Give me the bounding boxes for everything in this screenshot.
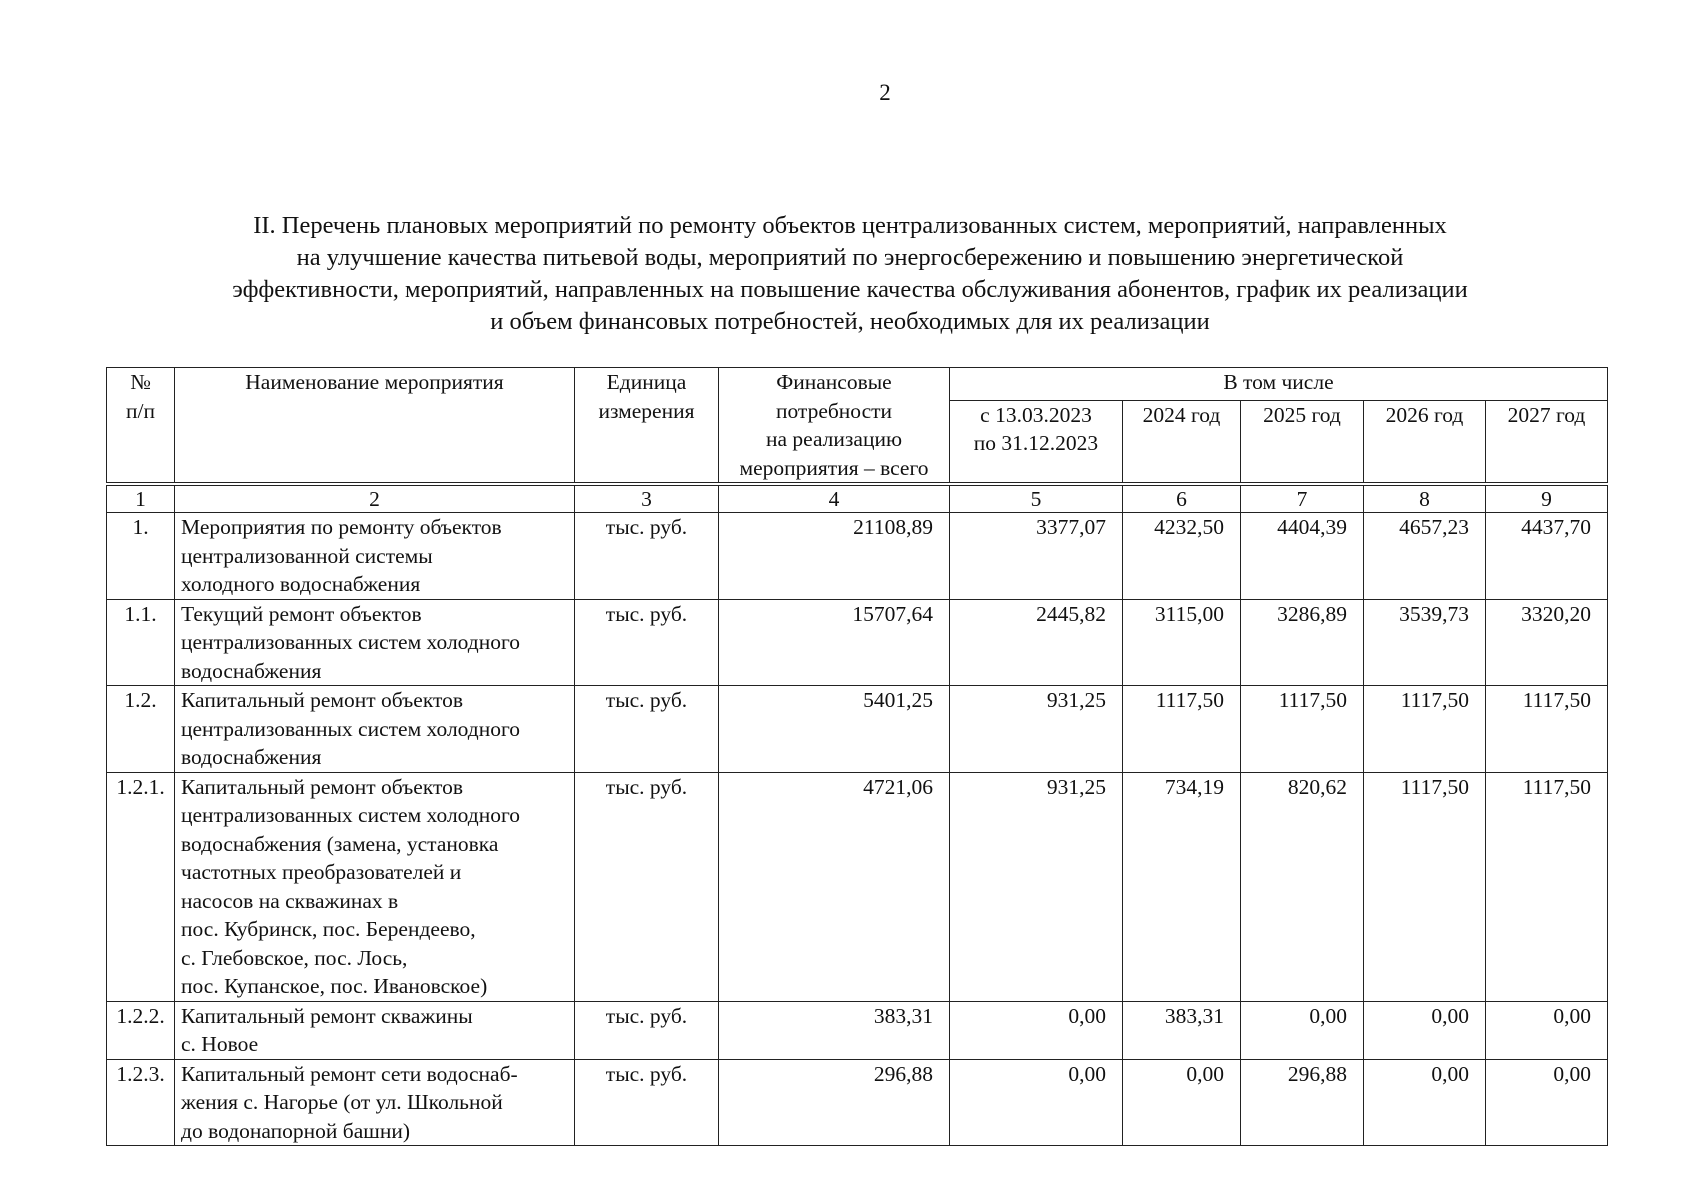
row-name: Капитальный ремонт объектов централизованных систем холодного водоснабжения (замена, установка частотных преобразователей и насосов на скважинах в пос. Кубринск, пос. Берендеево, с. Глебовское, пос. Лось, пос. Купанское, пос. Ивановское) xyxy=(175,772,575,1001)
header-row xyxy=(107,368,1608,401)
row-name: Текущий ремонт объектов централизованных систем холодного водоснабжения xyxy=(175,599,575,686)
row-value: 1117,50 xyxy=(1123,686,1241,773)
row-name: Капитальный ремонт объектов централизованных систем холодного водоснабжения xyxy=(175,686,575,773)
row-value: 3286,89 xyxy=(1241,599,1364,686)
row-total: 296,88 xyxy=(719,1059,950,1146)
row-total: 15707,64 xyxy=(719,599,950,686)
header-num: № п/п xyxy=(107,368,175,485)
row-name: Мероприятия по ремонту объектов централизованной системы холодного водоснабжения xyxy=(175,513,575,600)
row-value: 296,88 xyxy=(1241,1059,1364,1146)
header-including: В том числе xyxy=(950,368,1608,401)
measures-table xyxy=(106,367,1608,1146)
column-number: 3 xyxy=(575,484,719,513)
header-period: 2027 год xyxy=(1486,400,1608,484)
row-value: 1117,50 xyxy=(1486,772,1608,1001)
row-value: 2445,82 xyxy=(950,599,1123,686)
row-number: 1.1. xyxy=(107,599,175,686)
column-number: 7 xyxy=(1241,484,1364,513)
header-period: 2024 год xyxy=(1123,400,1241,484)
header-period: с 13.03.2023 по 31.12.2023 xyxy=(950,400,1123,484)
header-total: Финансовые потребности на реализацию мероприятия – всего xyxy=(719,368,950,485)
row-unit: тыс. руб. xyxy=(575,1001,719,1059)
section-title-line: эффективности, мероприятий, направленных на повышение качества обслуживания абонентов, график их реализации xyxy=(232,276,1468,303)
row-value: 0,00 xyxy=(1364,1059,1486,1146)
column-number: 5 xyxy=(950,484,1123,513)
row-value: 1117,50 xyxy=(1241,686,1364,773)
row-value: 0,00 xyxy=(1364,1001,1486,1059)
header-unit: Единица измерения xyxy=(575,368,719,485)
row-value: 0,00 xyxy=(1486,1059,1608,1146)
table-row xyxy=(107,513,1608,600)
row-total: 4721,06 xyxy=(719,772,950,1001)
row-value: 931,25 xyxy=(950,772,1123,1001)
row-value: 931,25 xyxy=(950,686,1123,773)
row-value: 0,00 xyxy=(1241,1001,1364,1059)
row-value: 1117,50 xyxy=(1364,686,1486,773)
row-value: 383,31 xyxy=(1123,1001,1241,1059)
row-unit: тыс. руб. xyxy=(575,599,719,686)
section-title-line: II. Перечень плановых мероприятий по ремонту объектов централизованных систем, мероприятий, направленных xyxy=(253,212,1447,239)
row-value: 0,00 xyxy=(1486,1001,1608,1059)
row-value: 3377,07 xyxy=(950,513,1123,600)
row-value: 0,00 xyxy=(950,1001,1123,1059)
row-total: 21108,89 xyxy=(719,513,950,600)
header-period: 2025 год xyxy=(1241,400,1364,484)
page-number: 2 xyxy=(879,80,891,105)
row-number: 1.2.2. xyxy=(107,1001,175,1059)
row-value: 4232,50 xyxy=(1123,513,1241,600)
table-row xyxy=(107,772,1608,1001)
section-title-line: и объем финансовых потребностей, необходимых для их реализации xyxy=(490,308,1210,335)
row-number: 1.2.3. xyxy=(107,1059,175,1146)
row-total: 383,31 xyxy=(719,1001,950,1059)
row-value: 3539,73 xyxy=(1364,599,1486,686)
row-unit: тыс. руб. xyxy=(575,686,719,773)
row-value: 3320,20 xyxy=(1486,599,1608,686)
row-value: 0,00 xyxy=(1123,1059,1241,1146)
row-value: 1117,50 xyxy=(1486,686,1608,773)
row-number: 1.2.1. xyxy=(107,772,175,1001)
table-row xyxy=(107,599,1608,686)
row-value: 734,19 xyxy=(1123,772,1241,1001)
row-total: 5401,25 xyxy=(719,686,950,773)
header-period: 2026 год xyxy=(1364,400,1486,484)
table-row xyxy=(107,1001,1608,1059)
row-value: 3115,00 xyxy=(1123,599,1241,686)
table-row xyxy=(107,686,1608,773)
column-numbers-row xyxy=(107,484,1608,513)
row-value: 4404,39 xyxy=(1241,513,1364,600)
row-value: 4437,70 xyxy=(1486,513,1608,600)
row-value: 820,62 xyxy=(1241,772,1364,1001)
row-unit: тыс. руб. xyxy=(575,772,719,1001)
column-number: 1 xyxy=(107,484,175,513)
row-value: 4657,23 xyxy=(1364,513,1486,600)
row-unit: тыс. руб. xyxy=(575,1059,719,1146)
table-row xyxy=(107,1059,1608,1146)
column-number: 6 xyxy=(1123,484,1241,513)
section-title xyxy=(100,210,1600,338)
row-name: Капитальный ремонт скважины с. Новое xyxy=(175,1001,575,1059)
column-number: 9 xyxy=(1486,484,1608,513)
section-title-line: на улучшение качества питьевой воды, мероприятий по энергосбережению и повышению энергетической xyxy=(296,244,1404,271)
row-value: 1117,50 xyxy=(1364,772,1486,1001)
row-value: 0,00 xyxy=(950,1059,1123,1146)
column-number: 4 xyxy=(719,484,950,513)
row-name: Капитальный ремонт сети водоснаб- жения с. Нагорье (от ул. Школьной до водонапорной башни) xyxy=(175,1059,575,1146)
row-unit: тыс. руб. xyxy=(575,513,719,600)
header-name: Наименование мероприятия xyxy=(175,368,575,485)
row-number: 1. xyxy=(107,513,175,600)
column-number: 2 xyxy=(175,484,575,513)
row-number: 1.2. xyxy=(107,686,175,773)
column-number: 8 xyxy=(1364,484,1486,513)
